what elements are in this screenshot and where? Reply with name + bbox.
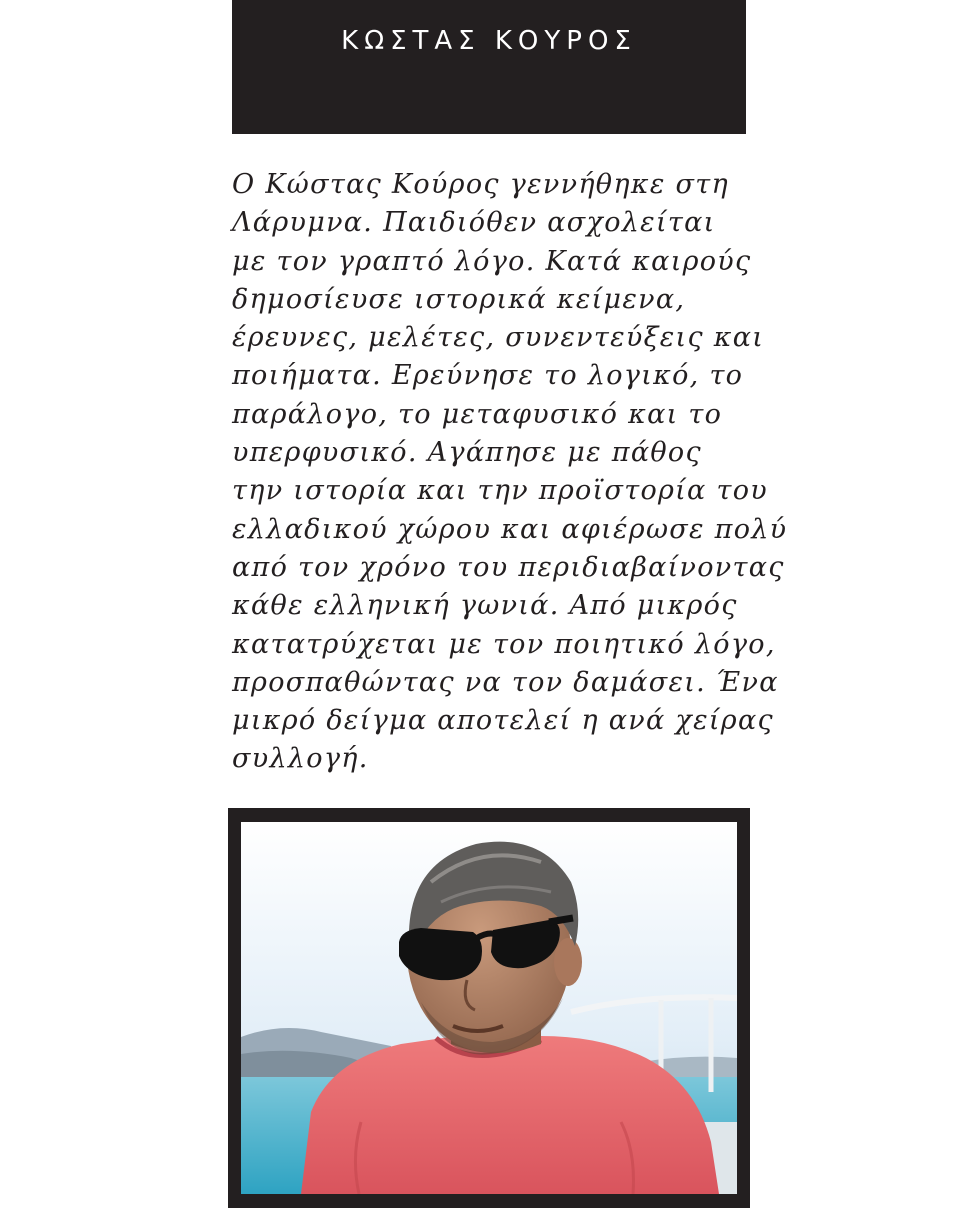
bio-line: δημοσίευσε ιστορικά κείμενα, xyxy=(232,283,686,315)
bio-line: ποιήματα. Ερεύνησε το λογικό, το xyxy=(232,360,744,392)
bio-line: υπερφυσικό. Αγάπησε με πάθος xyxy=(232,437,702,469)
bio-line: κατατρύχεται με τον ποιητικό λόγο, xyxy=(232,628,776,660)
bio-line: από τον χρόνο του περιδιαβαίνοντας xyxy=(232,551,785,583)
bio-line: συλλογή. xyxy=(232,743,369,775)
bio-line: κάθε ελληνική γωνιά. Από μικρός xyxy=(232,590,738,622)
author-photo xyxy=(241,822,737,1194)
bio-line: την ιστορία και την προϊστορία του xyxy=(232,475,768,507)
bio-line: Λάρυμνα. Παιδιόθεν ασχολείται xyxy=(232,207,716,239)
photo-frame xyxy=(228,808,750,1208)
bio-line: προσπαθώντας να τον δαμάσει. Ένα xyxy=(232,666,779,698)
bio-line: ελλαδικού χώρου και αφιέρωσε πολύ xyxy=(232,513,788,545)
bio-line: Ο Κώστας Κούρος γεννήθηκε στη xyxy=(232,169,729,200)
bio-line: με τον γραπτό λόγο. Κατά καιρούς xyxy=(232,245,752,277)
author-name-title: ΚΩΣΤΑΣ ΚΟΥΡΟΣ xyxy=(341,26,637,56)
author-biography xyxy=(232,166,788,779)
bio-line: παράλογο, το μεταφυσικό και το xyxy=(232,398,723,430)
header-band xyxy=(232,0,746,134)
author-portrait-illustration xyxy=(241,822,737,1194)
bio-line: μικρό δείγμα αποτελεί η ανά χείρας xyxy=(232,705,774,737)
bio-line: έρευνες, μελέτες, συνεντεύξεις και xyxy=(232,322,765,354)
